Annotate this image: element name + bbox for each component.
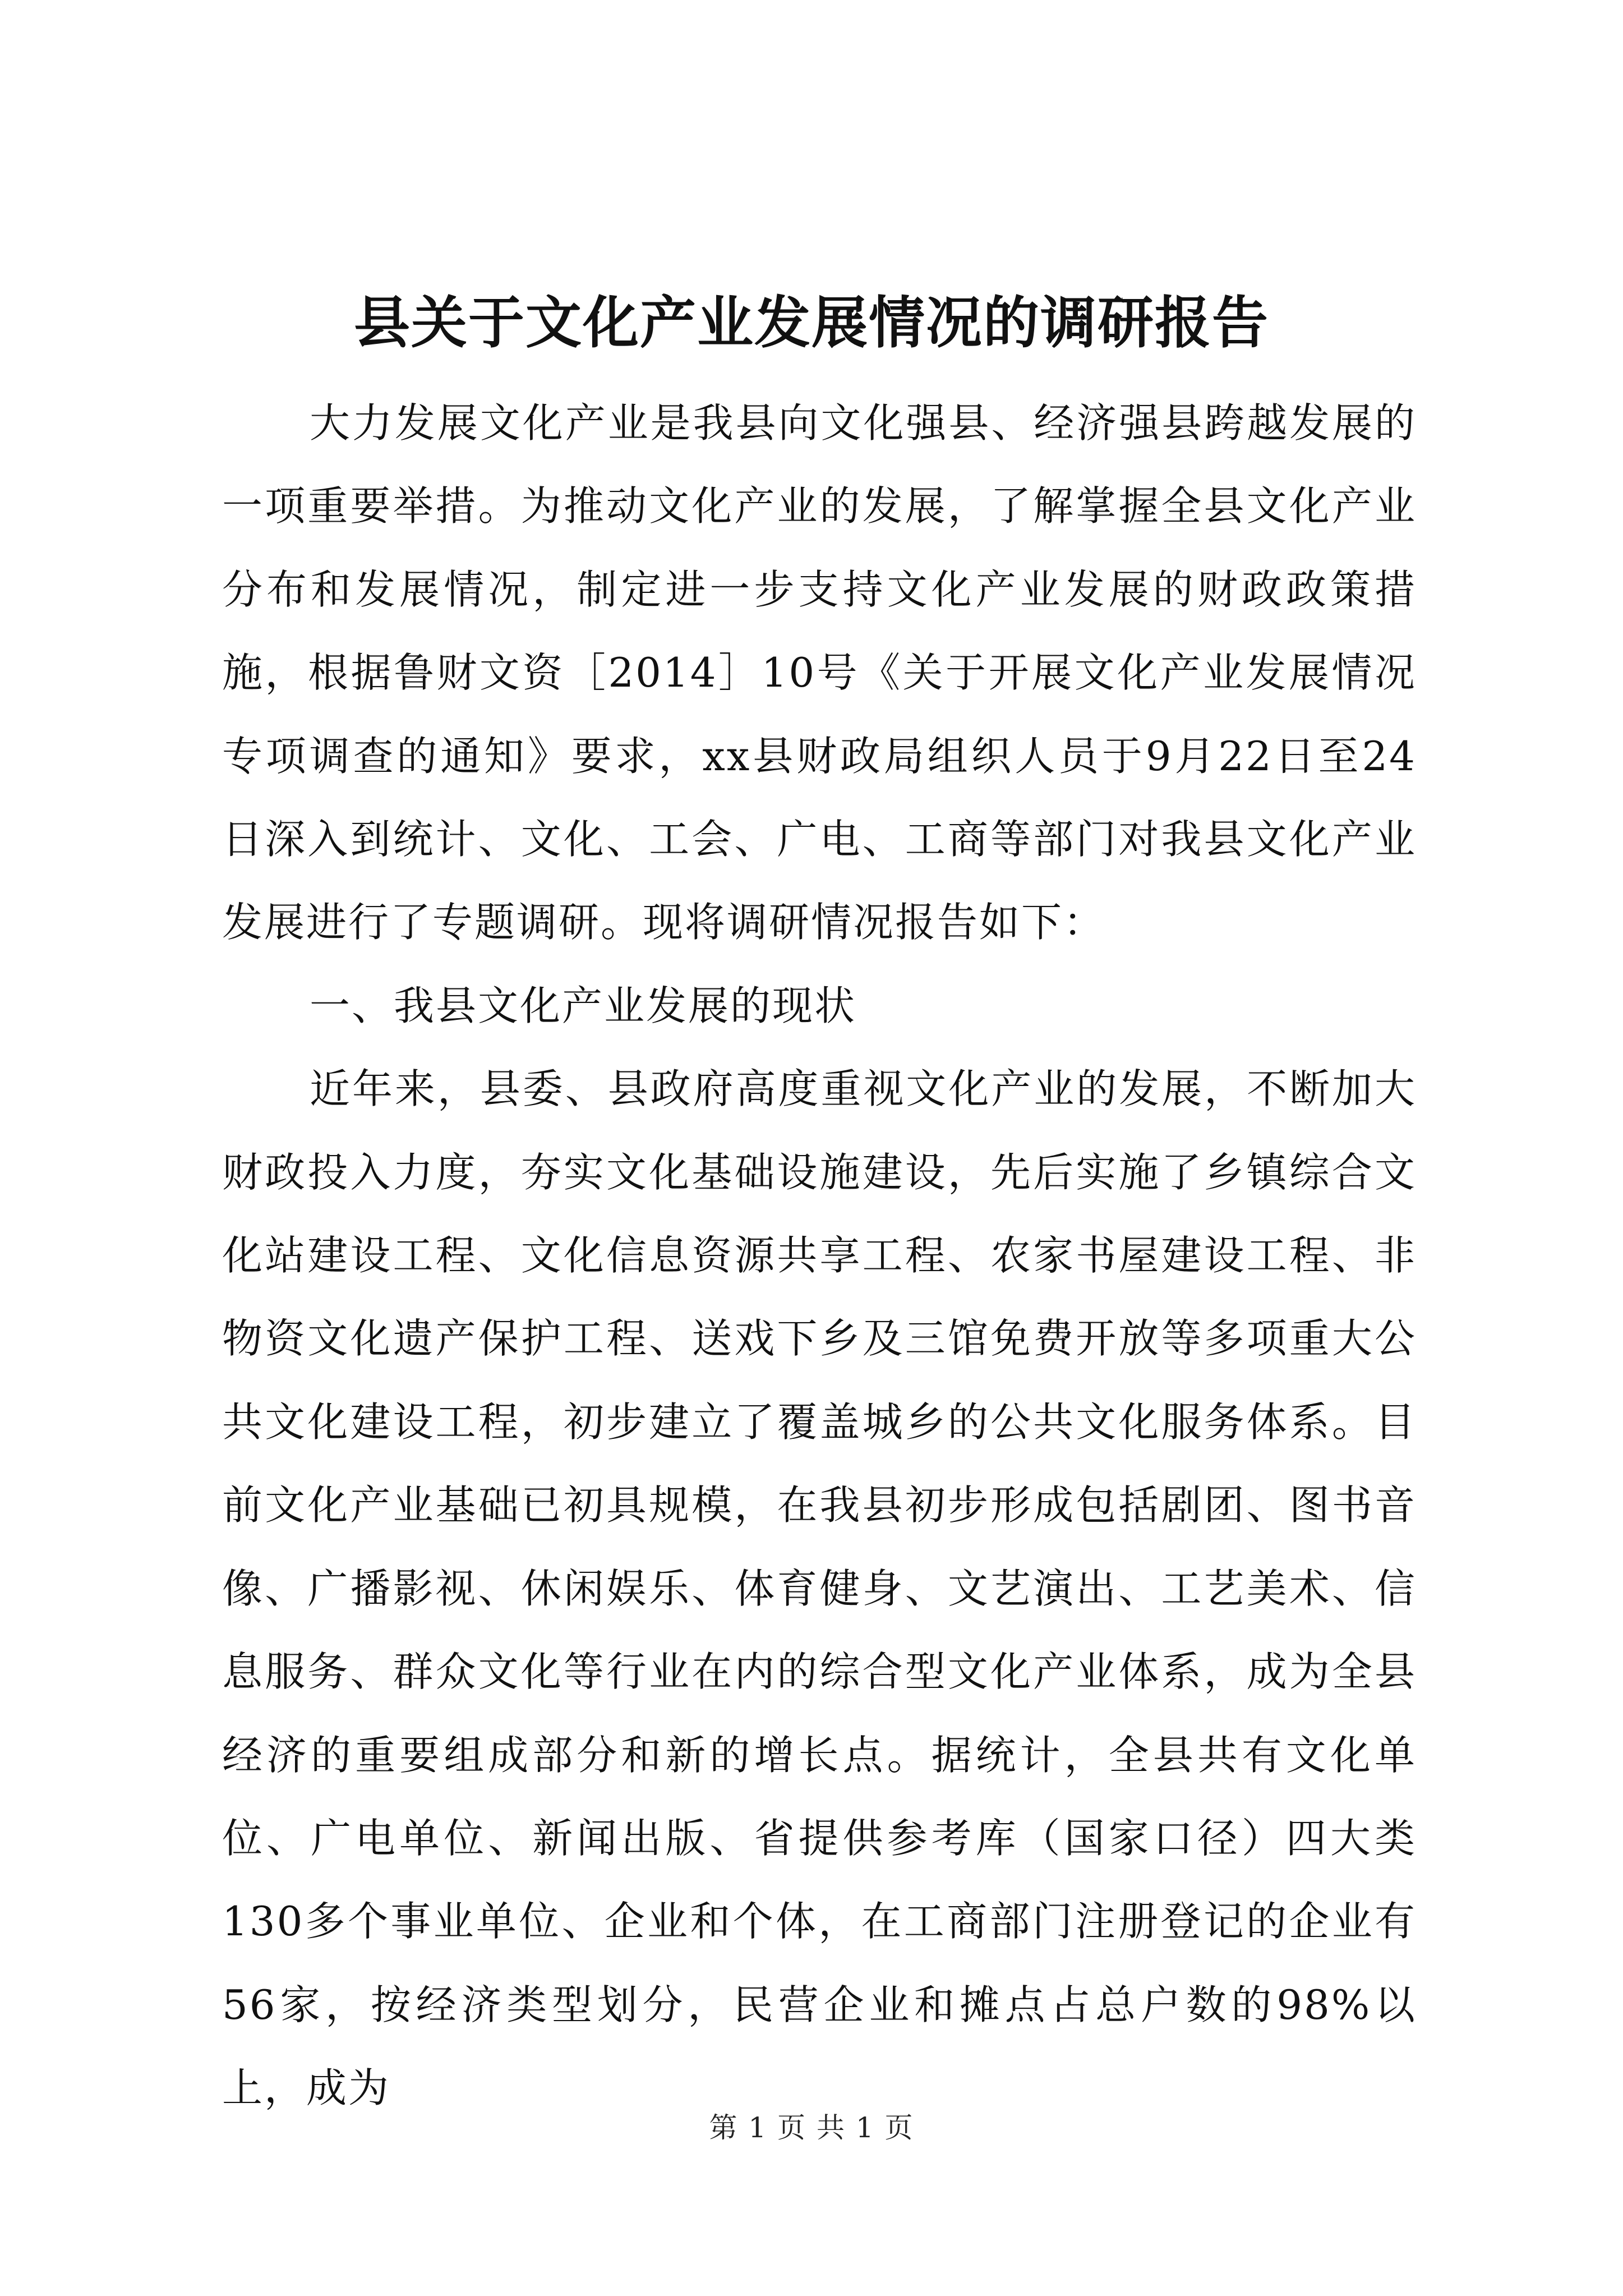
paragraph-status: 近年来，县委、县政府高度重视文化产业的发展，不断加大财政投入力度，夯实文化基础设施建设，先后实施了乡镇综合文化站建设工程、文化信息资源共享工程、农家书屋建设工程、非物资文化遗产保护工程、送戏下乡及三馆免费开放等多项重大公共文化建设工程，初步建立了覆盖城乡的公共文化服务体系。目前文化产业基础已初具规模，在我县初步形成包括剧团、图书音像、广播影视、休闲娱乐、体育健身、文艺演出、工艺美术、信息服务、群众文化等行业在内的综合型文化产业体系，成为全县经济的重要组成部分和新的增长点。据统计，全县共有文化单位、广电单位、新闻出版、省提供参考库（国家口径）四大类130多个事业单位、企业和个体，在工商部门注册登记的企业有56家，按经济类型划分，民营企业和摊点占总户数的98%以上，成为 (222, 1065, 1417, 2112)
section-heading: 一、我县文化产业发展的现状 (310, 982, 857, 1029)
document-title: 县关于文化产业发展情况的调研报告 (354, 289, 1269, 356)
page-footer: 第 1 页 共 1 页 (709, 2111, 914, 2144)
document-body (222, 381, 1417, 2130)
paragraph-intro: 大力发展文化产业是我县向文化强县、经济强县跨越发展的一项重要举措。为推动文化产业的发展，了解掌握全县文化产业分布和发展情况，制定进一步支持文化产业发展的财政政策措施，根据鲁财文资［2014］10号《关于开展文化产业发展情况专项调查的通知》要求，xx县财政局组织人员于9月22日至24日深入到统计、文化、工会、广电、工商等部门对我县文化产业发展进行了专题调研。现将调研情况报告如下： (222, 399, 1417, 946)
